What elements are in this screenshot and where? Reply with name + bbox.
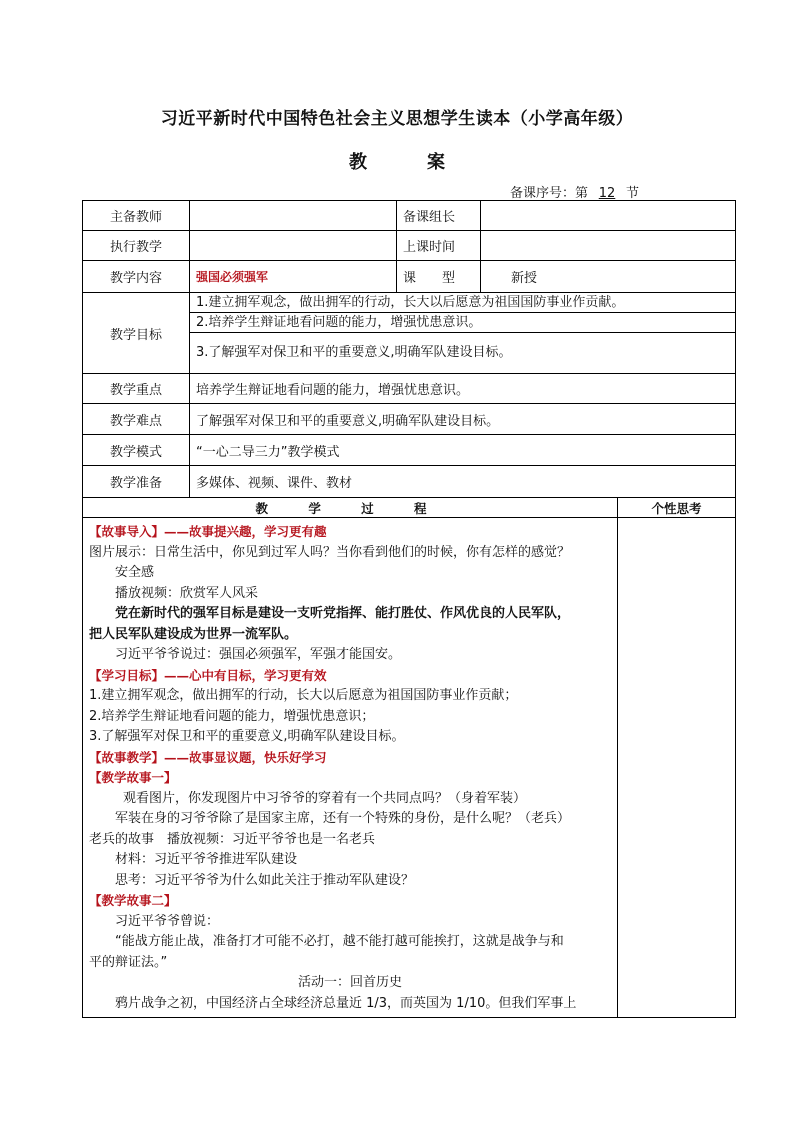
process-line: 习近平爷爷曾说：	[115, 913, 220, 929]
process-line: 3.了解强军对保卫和平的重要意义,明确军队建设目标。	[89, 729, 405, 744]
section-heading: 【故事导入】——故事提兴趣，学习更有趣	[89, 524, 327, 539]
process-line: 思考：习近平爷爷为什么如此关注于推动军队建设？	[115, 872, 415, 888]
content-value-text: 强国必须强军	[196, 270, 269, 284]
process-line: “能战方能止战，准备打才可能不必打，越不能打越可能挨打，这就是战争与和	[115, 934, 564, 949]
mode-label: 教学模式	[83, 435, 190, 466]
main-teacher-label: 主备教师	[83, 201, 190, 231]
process-body	[83, 518, 618, 1018]
type-label: 课 型	[397, 261, 481, 293]
lesson-plan-table	[82, 200, 736, 1018]
executor-label: 执行教学	[83, 231, 190, 261]
process-line: 鸦片战争之初，中国经济占全球经济总量近 1/3，而英国为 1/10。但我们军事上	[115, 995, 577, 1011]
lesson-number	[510, 182, 639, 201]
process-line: 平的辩证法。”	[89, 954, 168, 970]
section-heading: 【故事教学】——故事显议题，快乐好学习	[89, 749, 327, 765]
section-heading: 【教学故事二】	[89, 893, 177, 908]
main-teacher-value	[190, 201, 397, 231]
goal-item: 1.建立拥军观念，做出拥军的行动，长大以后愿意为祖国国防事业作贡献。	[190, 293, 735, 313]
focus-value: 培养学生辩证地看问题的能力，增强忧患意识。	[190, 374, 736, 404]
process-line: 图片展示：日常生活中，你见到过军人吗？当你看到他们的时候，你有怎样的感觉？	[89, 544, 571, 560]
reflection-body	[618, 518, 736, 1018]
lesson-number-value: 12	[598, 186, 616, 201]
process-line: 播放视频：欣赏军人风采	[115, 585, 259, 601]
process-line: 把人民军队建设成为世界一流军队。	[89, 626, 298, 642]
process-line: 观看图片，你发现图片中习爷爷的穿着有一个共同点吗？（身着军装）	[123, 790, 527, 806]
section-heading: 【教学故事一】	[89, 770, 177, 785]
process-line: 安全感	[115, 565, 155, 580]
difficulty-value: 了解强军对保卫和平的重要意义,明确军队建设目标。	[190, 404, 736, 435]
subtitle-char-1: 教	[349, 152, 367, 173]
prep-label: 教学准备	[83, 466, 190, 498]
executor-value	[190, 231, 397, 261]
subtitle-char-2: 案	[427, 152, 445, 173]
goal-item: 3.了解强军对保卫和平的重要意义,明确军队建设目标。	[196, 345, 512, 360]
class-time-label: 上课时间	[397, 231, 481, 261]
goals-value	[190, 293, 736, 374]
lesson-number-prefix: 备课序号：第	[510, 186, 589, 201]
type-value: 新授	[481, 261, 736, 293]
lesson-number-suffix: 节	[626, 186, 640, 201]
difficulty-label: 教学难点	[83, 404, 190, 435]
mode-value: “一心二导三力”教学模式	[190, 435, 736, 466]
activity-heading: 活动一：回首历史	[297, 975, 402, 990]
content-label: 教学内容	[83, 261, 190, 293]
process-header: 教 学 过 程	[83, 498, 618, 518]
group-leader-label: 备课组长	[397, 201, 481, 231]
group-leader-value	[481, 201, 736, 231]
document-subtitle	[0, 148, 794, 174]
prep-value: 多媒体、视频、课件、教材	[190, 466, 736, 498]
section-heading: 【学习目标】——心中有目标，学习更有效	[89, 667, 327, 683]
content-value	[190, 261, 397, 293]
process-line: 军装在身的习爷爷除了是国家主席，还有一个特殊的身份，是什么呢？（老兵）	[115, 811, 571, 826]
process-line: 习近平爷爷说过：强国必须强军，军强才能国安。	[115, 647, 402, 662]
document-title: 习近平新时代中国特色社会主义思想学生读本（小学高年级）	[160, 109, 634, 129]
process-line: 1.建立拥军观念，做出拥军的行动，长大以后愿意为祖国国防事业作贡献；	[89, 688, 518, 703]
goals-label: 教学目标	[83, 293, 190, 374]
process-line: 2.培养学生辩证地看问题的能力，增强忧患意识；	[89, 708, 375, 724]
process-line: 党在新时代的强军目标是建设一支听党指挥、能打胜仗、作风优良的人民军队，	[115, 606, 571, 621]
reflection-header: 个性思考	[618, 498, 736, 518]
focus-label: 教学重点	[83, 374, 190, 404]
process-line: 老兵的故事 播放视频：习近平爷爷也是一名老兵	[89, 831, 376, 847]
process-line: 材料：习近平爷爷推进军队建设	[115, 852, 298, 867]
goal-item: 2.培养学生辩证地看问题的能力，增强忧患意识。	[190, 313, 735, 333]
class-time-value	[481, 231, 736, 261]
